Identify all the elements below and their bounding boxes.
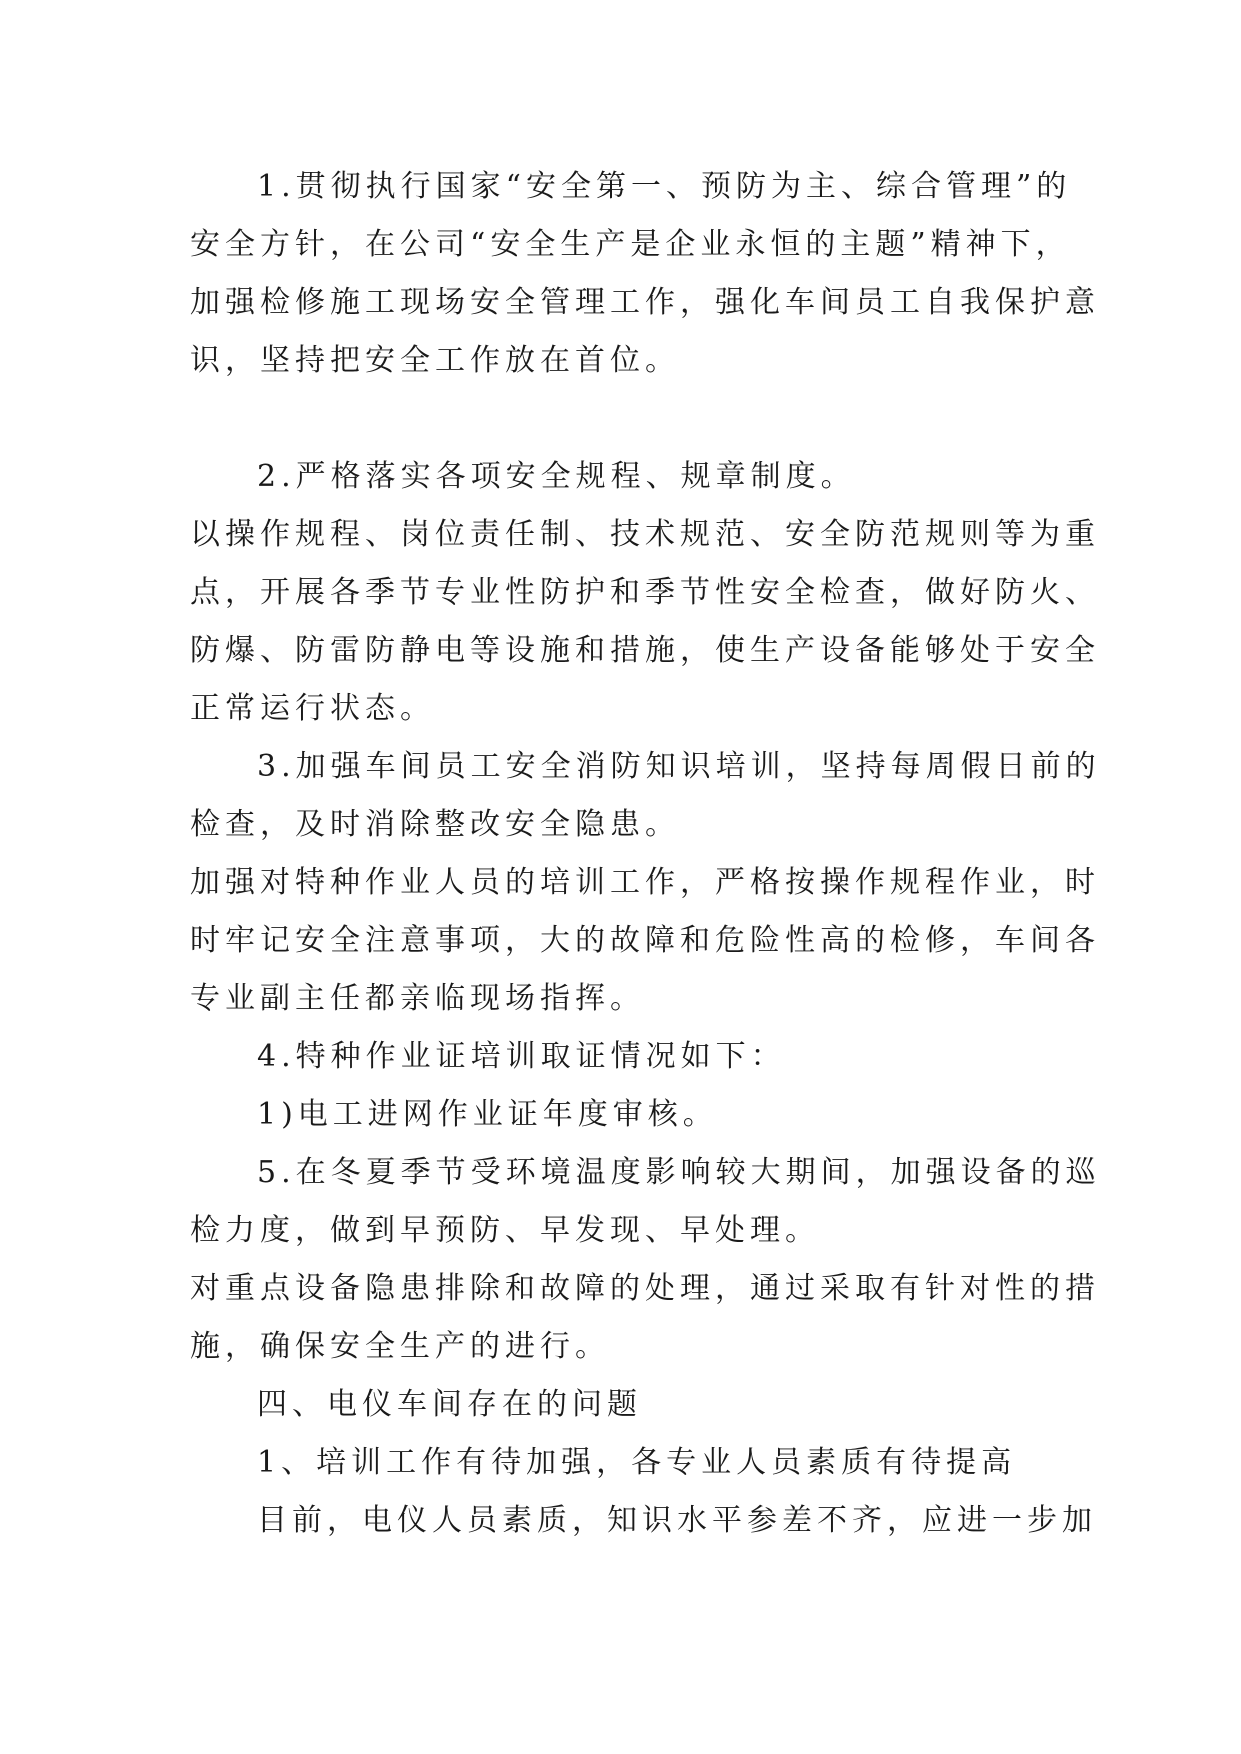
paragraph-line: 加强对特种作业人员的培训工作，严格按操作规程作业，时	[190, 865, 1100, 900]
paragraph-line: 对重点设备隐患排除和故障的处理，通过采取有针对性的措	[190, 1271, 1100, 1306]
paragraph-line: 点，开展各季节专业性防护和季节性安全检查，做好防火、	[190, 575, 1100, 610]
paragraph-line: 时牢记安全注意事项，大的故障和危险性高的检修，车间各	[190, 923, 1100, 958]
paragraph-line: 3.加强车间员工安全消防知识培训，坚持每周假日前的	[257, 749, 1101, 784]
subsection-heading: 1、培训工作有待加强，各专业人员素质有待提高	[257, 1445, 1017, 1480]
paragraph-line: 5.在冬夏季节受环境温度影响较大期间，加强设备的巡	[257, 1155, 1101, 1190]
paragraph-line: 目前，电仪人员素质，知识水平参差不齐，应进一步加	[257, 1503, 1097, 1538]
section-heading: 四、电仪车间存在的问题	[257, 1387, 642, 1422]
paragraph-line: 安全方针，在公司“安全生产是企业永恒的主题”精神下，	[190, 227, 1071, 262]
paragraph-line: 1)电工进网作业证年度审核。	[257, 1097, 718, 1132]
paragraph-line: 检查，及时消除整改安全隐患。	[190, 807, 680, 842]
paragraph-line: 4.特种作业证培训取证情况如下：	[257, 1039, 786, 1074]
paragraph-line: 识，坚持把安全工作放在首位。	[190, 343, 680, 378]
paragraph-line: 以操作规程、岗位责任制、技术规范、安全防范规则等为重	[190, 517, 1100, 552]
paragraph-line: 专业副主任都亲临现场指挥。	[190, 981, 645, 1016]
paragraph-line: 正常运行状态。	[190, 691, 435, 726]
paragraph-line: 施，确保安全生产的进行。	[190, 1329, 610, 1364]
paragraph-line: 加强检修施工现场安全管理工作，强化车间员工自我保护意	[190, 285, 1100, 320]
paragraph-line: 防爆、防雷防静电等设施和措施，使生产设备能够处于安全	[190, 633, 1100, 668]
paragraph-line: 检力度，做到早预防、早发现、早处理。	[190, 1213, 820, 1248]
paragraph-line: 1.贯彻执行国家“安全第一、预防为主、综合管理”的	[257, 169, 1072, 204]
paragraph-line: 2.严格落实各项安全规程、规章制度。	[257, 459, 856, 494]
